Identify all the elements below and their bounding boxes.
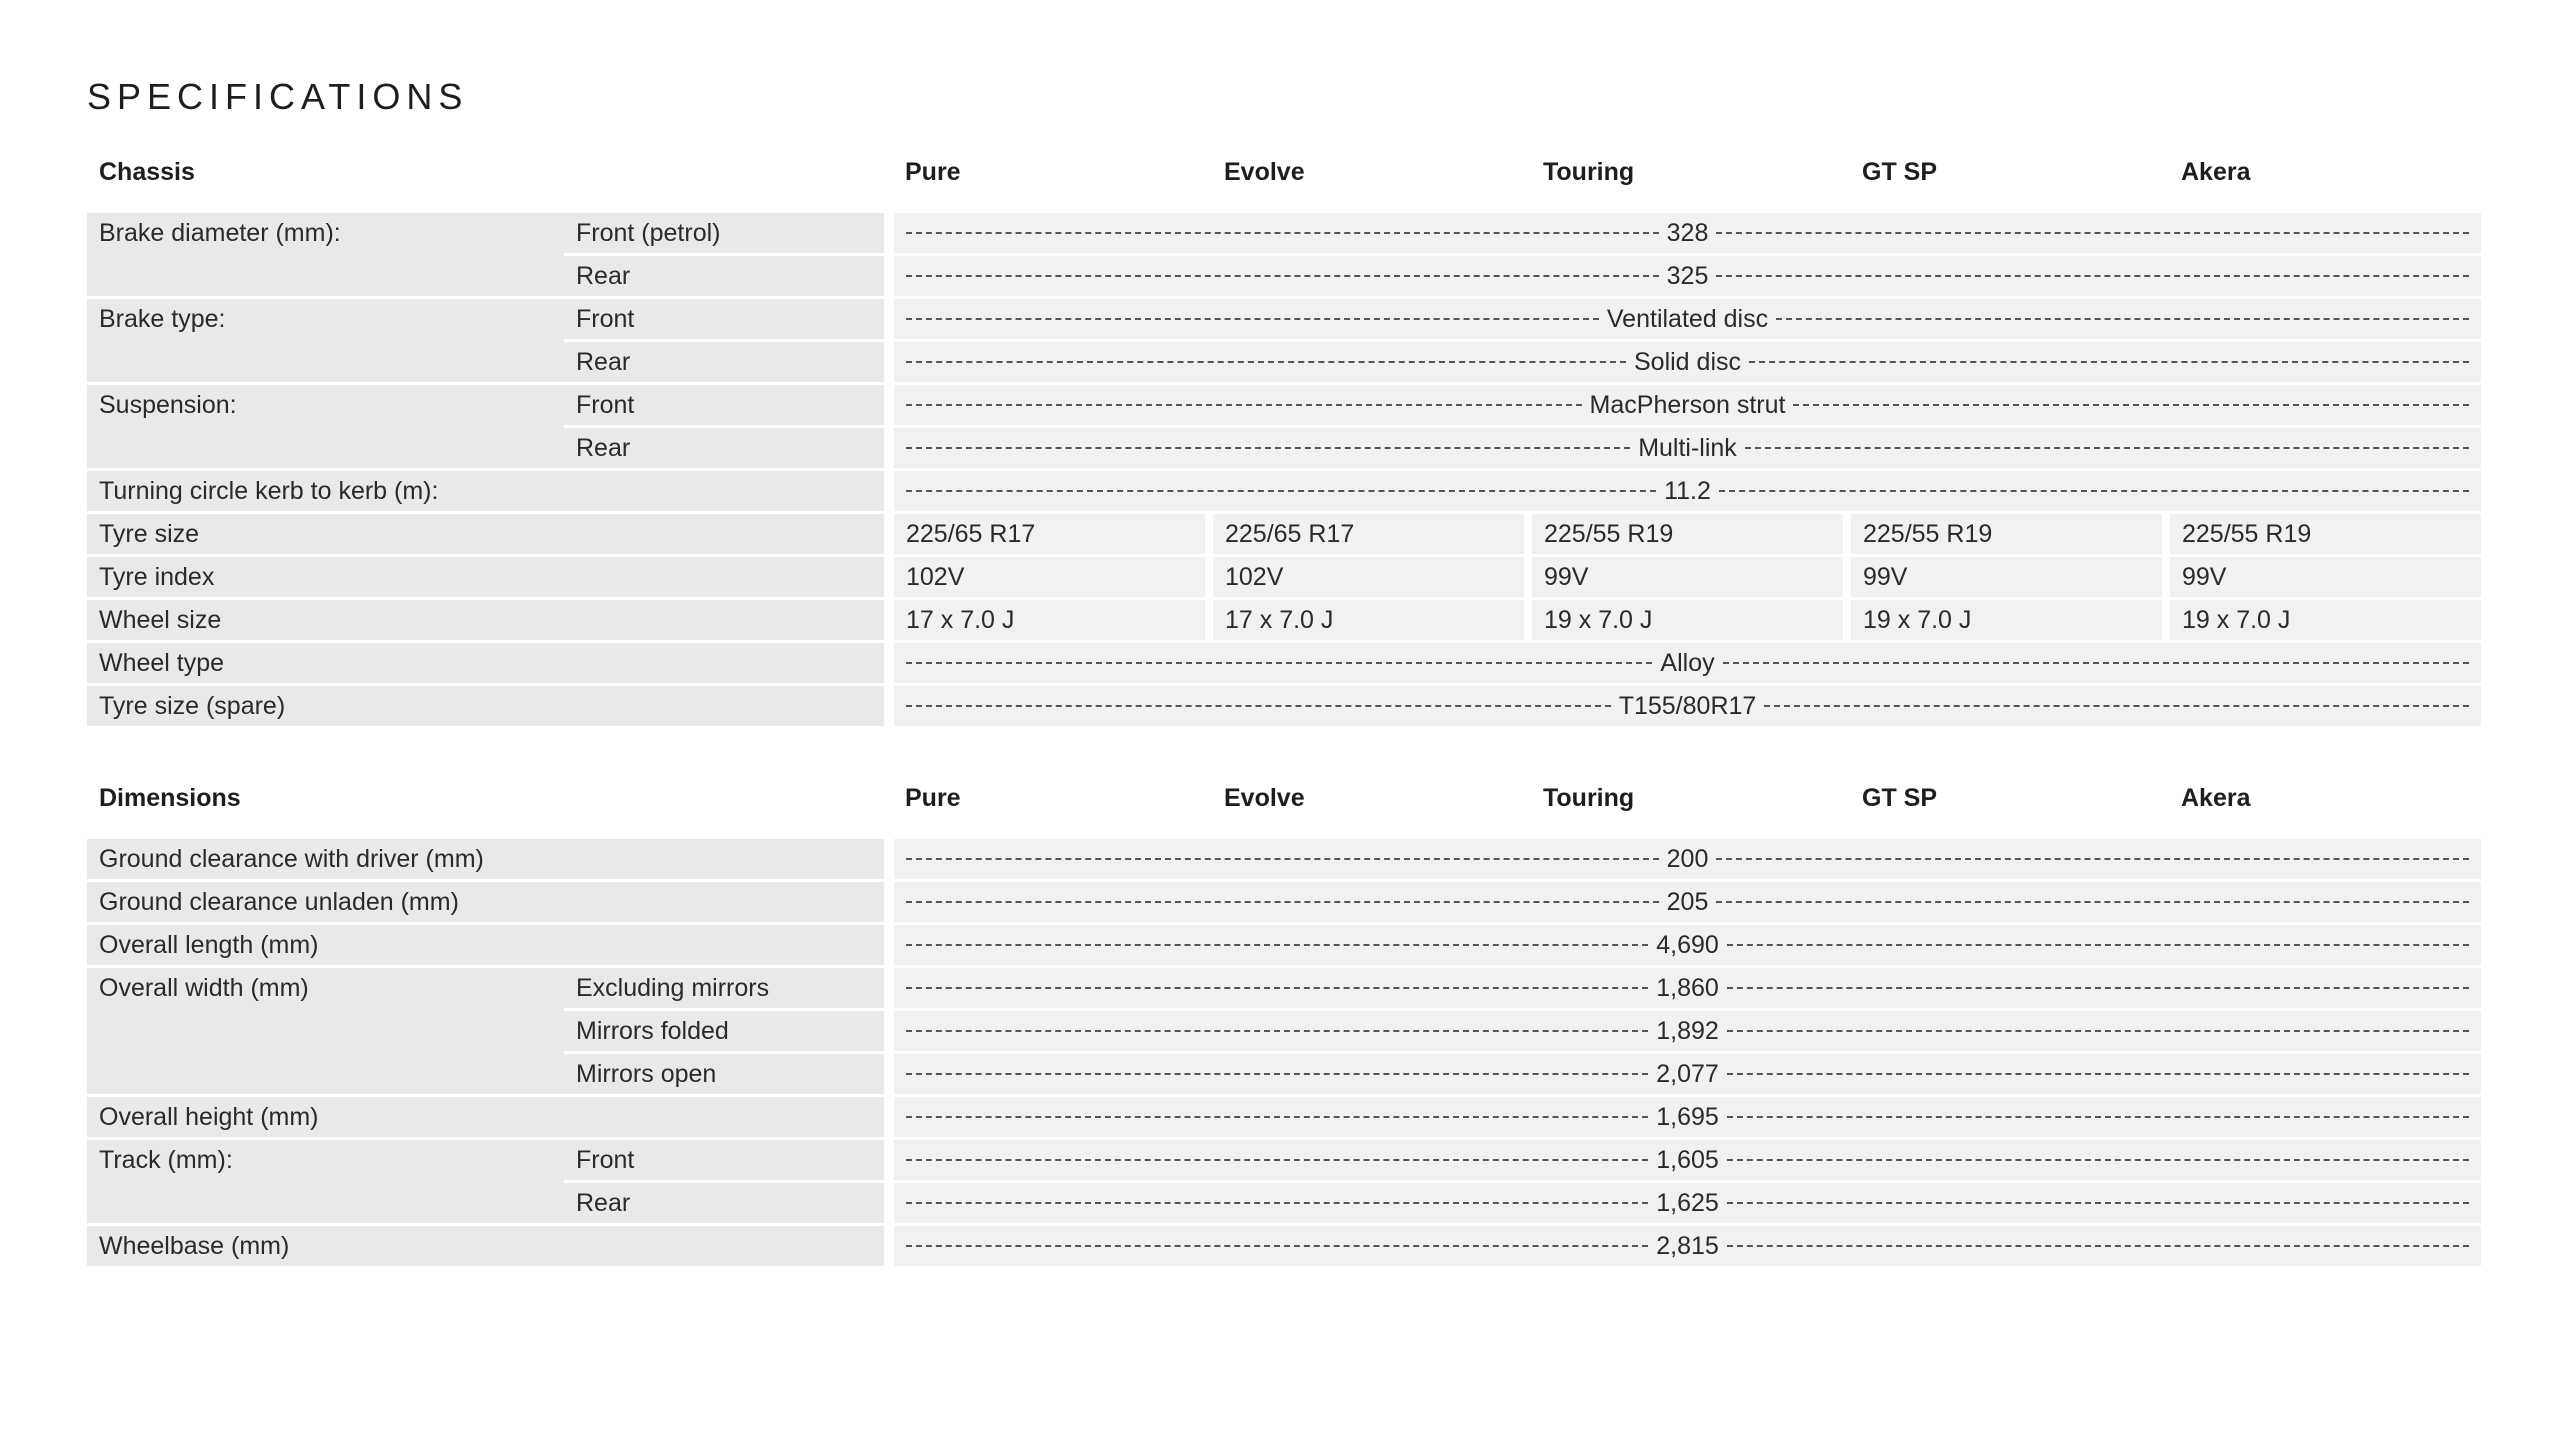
shared-value-text: MacPherson strut (1589, 391, 1786, 419)
table-row (87, 968, 2481, 1008)
table-row (87, 213, 2481, 253)
row-sublabel: Front (564, 1140, 884, 1180)
shared-value-text: 328 (1666, 219, 1709, 247)
shared-value-cell (894, 256, 2481, 296)
dashed-leader (1716, 901, 2469, 903)
grade-value-cell: 225/55 R19 (1532, 514, 1843, 554)
dashed-leader (906, 1159, 1648, 1161)
dimensions-section (87, 782, 2481, 1260)
shared-value-text: 1,892 (1656, 1017, 1719, 1045)
shared-value-text: 325 (1666, 262, 1709, 290)
dashed-leader (1793, 404, 2469, 406)
grade-value-cell: 19 x 7.0 J (2170, 600, 2481, 640)
grade-heading-evolve: Evolve (1224, 158, 1305, 186)
dashed-leader (1727, 1245, 2469, 1247)
grade-heading-pure: Pure (905, 158, 961, 186)
dashed-leader (1727, 1116, 2469, 1118)
dashed-leader (1727, 1202, 2469, 1204)
grade-value-cell: 17 x 7.0 J (1213, 600, 1524, 640)
grade-value-cell: 19 x 7.0 J (1851, 600, 2162, 640)
dashed-leader (1716, 858, 2469, 860)
shared-value-text: 1,695 (1656, 1103, 1719, 1131)
page-title: SPECIFICATIONS (87, 76, 469, 117)
dashed-leader (1719, 490, 2469, 492)
shared-value-text: Ventilated disc (1606, 305, 1769, 333)
dashed-leader (1764, 705, 2469, 707)
dashed-leader (906, 447, 1630, 449)
shared-value-cell (894, 882, 2481, 922)
table-row (87, 385, 2481, 425)
grade-heading-touring: Touring (1543, 784, 1635, 812)
dashed-leader (1716, 232, 2469, 234)
table-row (87, 428, 2481, 468)
table-row (87, 342, 2481, 382)
dashed-leader (906, 404, 1582, 406)
table-row (87, 299, 2481, 339)
grade-value-cell: 225/65 R17 (894, 514, 1205, 554)
table-row (87, 686, 2481, 726)
row-label: Brake type: (87, 299, 564, 382)
dashed-leader (906, 858, 1659, 860)
chassis-section (87, 156, 2481, 720)
table-row (87, 557, 2481, 597)
dashed-leader (1727, 1159, 2469, 1161)
grade-heading-evolve: Evolve (1224, 784, 1305, 812)
row-label: Brake diameter (mm): (87, 213, 564, 296)
grade-heading-akera: Akera (2181, 158, 2251, 186)
table-row (87, 1226, 2481, 1266)
dashed-leader (906, 1073, 1648, 1075)
dashed-leader (1745, 447, 2469, 449)
shared-value-text: 2,815 (1656, 1232, 1719, 1260)
dashed-leader (906, 662, 1652, 664)
shared-value-cell (894, 643, 2481, 683)
dashed-leader (906, 987, 1648, 989)
dashed-leader (906, 318, 1599, 320)
row-sublabel: Mirrors folded (564, 1011, 884, 1051)
dashed-leader (1727, 1030, 2469, 1032)
dashed-leader (906, 705, 1611, 707)
grade-value-cell: 99V (1851, 557, 2162, 597)
grade-value-cell: 102V (1213, 557, 1524, 597)
dashed-leader (1776, 318, 2469, 320)
row-sublabel: Mirrors open (564, 1054, 884, 1094)
dashed-leader (906, 1030, 1648, 1032)
row-label: Ground clearance with driver (mm) (87, 839, 884, 879)
shared-value-cell (894, 471, 2481, 511)
chassis-header (87, 156, 2481, 196)
table-row (87, 1097, 2481, 1137)
row-label: Overall width (mm) (87, 968, 564, 1094)
shared-value-cell (894, 1226, 2481, 1266)
row-sublabel: Rear (564, 428, 884, 468)
shared-value-cell (894, 925, 2481, 965)
section-heading: Dimensions (99, 784, 241, 812)
row-sublabel: Rear (564, 1183, 884, 1223)
row-label: Overall length (mm) (87, 925, 884, 965)
table-row (87, 471, 2481, 511)
shared-value-cell (894, 968, 2481, 1008)
dashed-leader (1727, 944, 2469, 946)
shared-value-cell (894, 428, 2481, 468)
grade-heading-akera: Akera (2181, 784, 2251, 812)
shared-value-cell (894, 1097, 2481, 1137)
dashed-leader (1716, 275, 2469, 277)
shared-value-cell (894, 1140, 2481, 1180)
table-row (87, 925, 2481, 965)
row-sublabel: Rear (564, 342, 884, 382)
row-sublabel: Front (564, 299, 884, 339)
section-heading: Chassis (99, 158, 195, 186)
shared-value-text: 200 (1666, 845, 1709, 873)
grade-value-cell: 99V (1532, 557, 1843, 597)
shared-value-cell (894, 385, 2481, 425)
grade-value-cell: 17 x 7.0 J (894, 600, 1205, 640)
dashed-leader (906, 361, 1626, 363)
table-row (87, 1011, 2481, 1051)
row-label: Wheelbase (mm) (87, 1226, 884, 1266)
grade-heading-pure: Pure (905, 784, 961, 812)
shared-value-cell (894, 1054, 2481, 1094)
shared-value-cell (894, 342, 2481, 382)
shared-value-text: 1,605 (1656, 1146, 1719, 1174)
row-label: Tyre index (87, 557, 884, 597)
shared-value-text: T155/80R17 (1618, 692, 1757, 720)
row-sublabel: Front (564, 385, 884, 425)
table-row (87, 882, 2481, 922)
shared-value-cell (894, 213, 2481, 253)
grade-value-cell: 225/55 R19 (1851, 514, 2162, 554)
row-label: Overall height (mm) (87, 1097, 884, 1137)
grade-value-cell: 102V (894, 557, 1205, 597)
shared-value-cell (894, 299, 2481, 339)
shared-value-text: 4,690 (1656, 931, 1719, 959)
row-sublabel: Front (petrol) (564, 213, 884, 253)
dashed-leader (1727, 987, 2469, 989)
dashed-leader (906, 1202, 1648, 1204)
table-row (87, 256, 2481, 296)
shared-value-cell (894, 839, 2481, 879)
row-sublabel: Rear (564, 256, 884, 296)
dashed-leader (1723, 662, 2469, 664)
shared-value-cell (894, 1011, 2481, 1051)
row-label: Wheel type (87, 643, 884, 683)
shared-value-text: 11.2 (1664, 477, 1711, 505)
grade-heading-gt-sp: GT SP (1862, 158, 1938, 186)
row-label: Track (mm): (87, 1140, 564, 1223)
dashed-leader (906, 901, 1659, 903)
table-row (87, 1183, 2481, 1223)
grade-value-cell: 19 x 7.0 J (1532, 600, 1843, 640)
grade-value-cell: 99V (2170, 557, 2481, 597)
table-row (87, 1140, 2481, 1180)
dashed-leader (906, 1245, 1648, 1247)
row-label: Ground clearance unladen (mm) (87, 882, 884, 922)
dashed-leader (906, 232, 1659, 234)
row-label: Wheel size (87, 600, 884, 640)
shared-value-cell (894, 1183, 2481, 1223)
shared-value-text: Solid disc (1634, 348, 1741, 376)
shared-value-cell (894, 686, 2481, 726)
shared-value-text: 1,860 (1656, 974, 1719, 1002)
table-row (87, 1054, 2481, 1094)
shared-value-text: 1,625 (1656, 1189, 1719, 1217)
shared-value-text: 2,077 (1656, 1060, 1719, 1088)
dashed-leader (1749, 361, 2469, 363)
dashed-leader (906, 1116, 1648, 1118)
row-label: Suspension: (87, 385, 564, 468)
shared-value-text: Alloy (1660, 649, 1715, 677)
table-row (87, 839, 2481, 879)
grade-value-cell: 225/65 R17 (1213, 514, 1524, 554)
grade-value-cell: 225/55 R19 (2170, 514, 2481, 554)
shared-value-text: Multi-link (1638, 434, 1737, 462)
table-row (87, 600, 2481, 640)
grade-heading-touring: Touring (1543, 158, 1635, 186)
row-label: Tyre size (spare) (87, 686, 884, 726)
shared-value-text: 205 (1666, 888, 1709, 916)
dashed-leader (906, 944, 1648, 946)
dashed-leader (1727, 1073, 2469, 1075)
row-label: Tyre size (87, 514, 884, 554)
dashed-leader (906, 275, 1659, 277)
row-label: Turning circle kerb to kerb (m): (87, 471, 884, 511)
dimensions-header (87, 782, 2481, 822)
grade-heading-gt-sp: GT SP (1862, 784, 1938, 812)
dashed-leader (906, 490, 1656, 492)
row-sublabel: Excluding mirrors (564, 968, 884, 1008)
table-row (87, 643, 2481, 683)
table-row (87, 514, 2481, 554)
